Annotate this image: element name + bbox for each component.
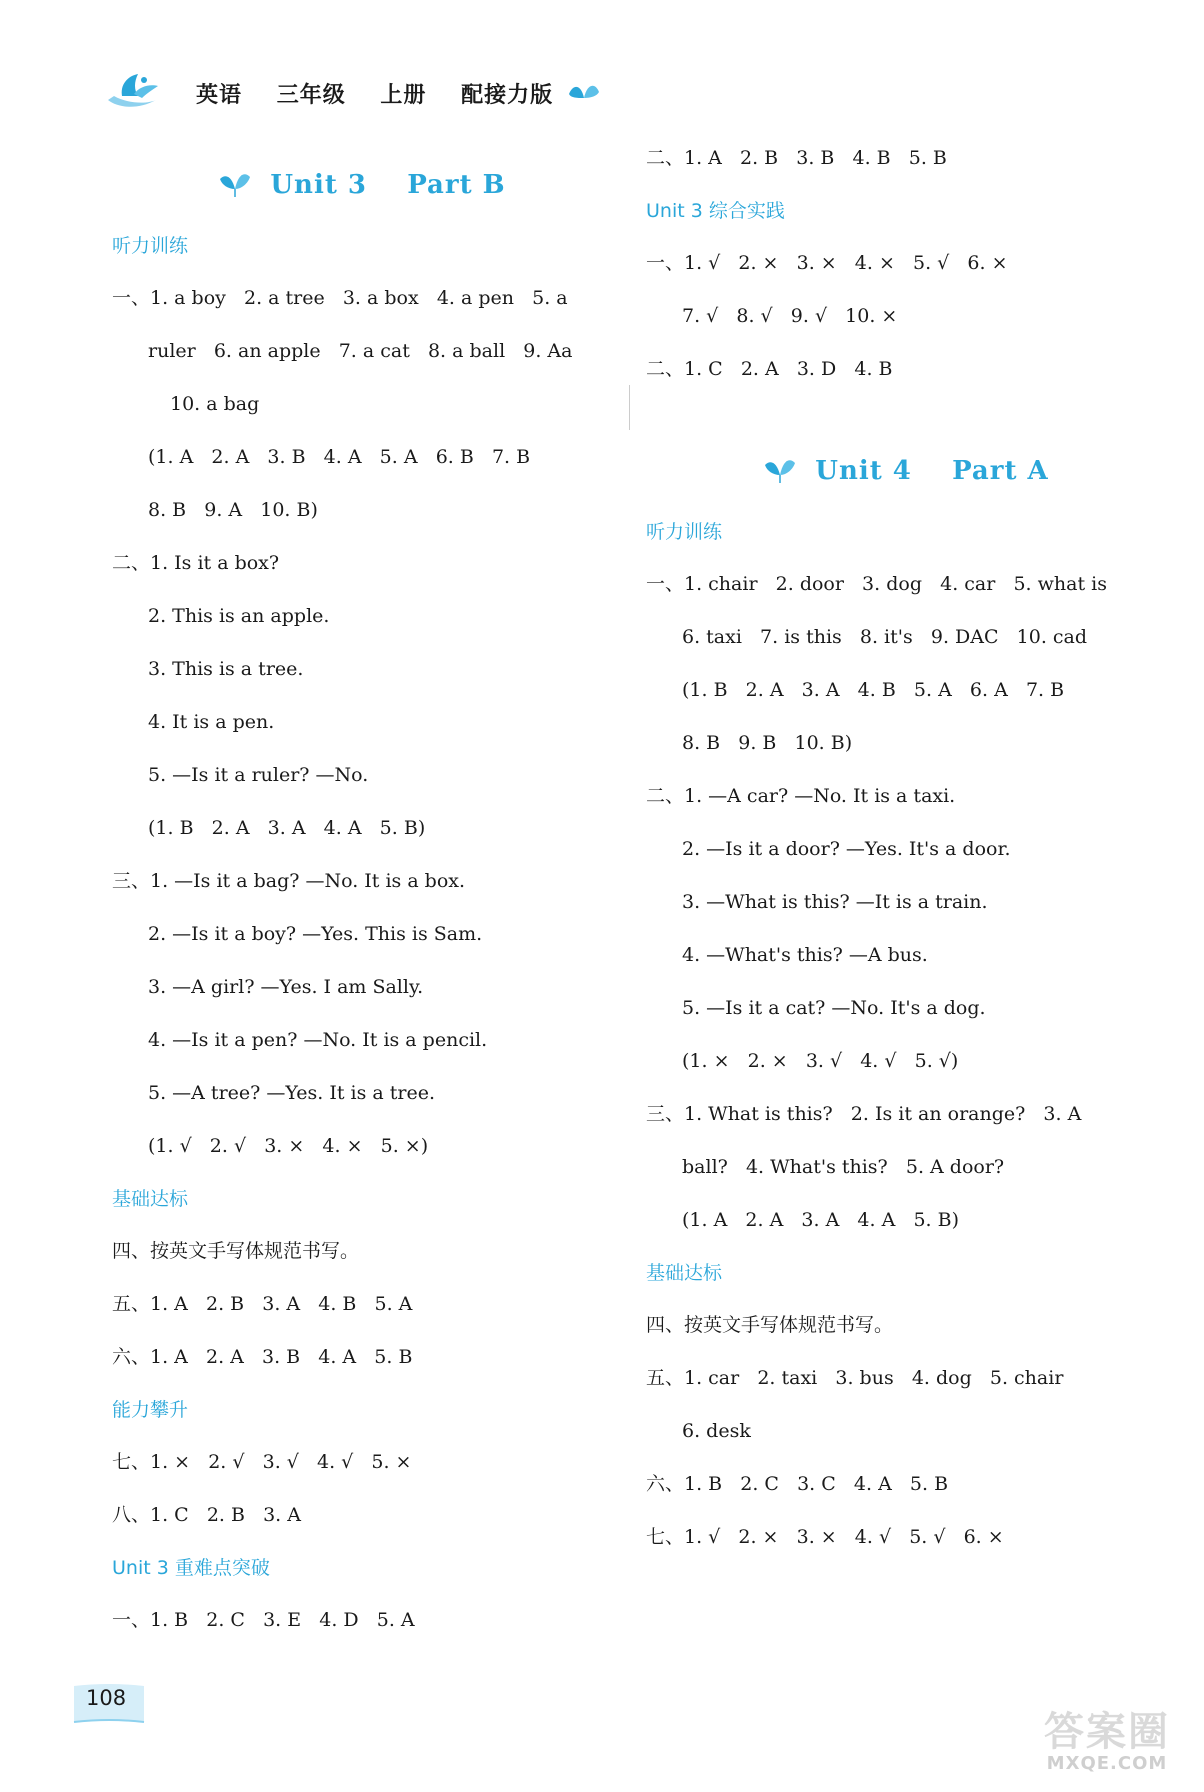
answer-line: 7. √ 8. √ 9. √ 10. × [682,305,898,327]
answer-line: 一、1. B 2. C 3. E 4. D 5. A [112,1609,415,1631]
answer-line: 六、1. A 2. A 3. B 4. A 5. B [112,1346,413,1368]
answer-line: 三、1. What is this? 2. Is it an orange? 3. A [646,1103,1082,1125]
answer-line: (1. A 2. A 3. B 4. A 5. A 6. B 7. B [148,446,531,468]
section-label-ability: 能力攀升 [112,1399,189,1421]
page-number: 108 [86,1686,127,1710]
answer-line: 5. —Is it a ruler? —No. [148,764,369,786]
answer-line: 七、1. √ 2. × 3. × 4. √ 5. √ 6. × [646,1526,1004,1548]
section-label-basic: 基础达标 [112,1188,189,1210]
answer-line: ball? 4. What's this? 5. A door? [682,1156,1005,1178]
section-label-listening: 听力训练 [112,235,189,257]
section-label-practice: Unit 3 综合实践 [646,200,785,222]
answer-line: 五、1. car 2. taxi 3. bus 4. dog 5. chair [646,1367,1064,1389]
unit-title [646,436,1166,506]
bird-logo-icon [104,70,164,114]
answer-line: 6. desk [682,1420,751,1442]
answer-line: 三、1. —Is it a bag? —No. It is a box. [112,870,466,892]
leaf-icon [218,171,252,199]
answer-line: 4. —Is it a pen? —No. It is a pencil. [148,1029,488,1051]
unit-title-text: Unit 4 Part A [815,456,1049,486]
answer-line: (1. B 2. A 3. A 4. A 5. B) [148,817,426,839]
header-grade: 三年级 [276,82,346,108]
answer-line: 一、1. chair 2. door 3. dog 4. car 5. what is [646,573,1107,595]
page-header [118,68,601,118]
answer-line: 3. —What is this? —It is a train. [682,891,988,913]
answer-line: 一、1. √ 2. × 3. × 4. × 5. √ 6. × [646,252,1008,274]
answer-line: 8. B 9. A 10. B) [148,499,318,521]
watermark [1032,1710,1182,1774]
answer-line: 四、按英文手写体规范书写。 [112,1240,360,1262]
answer-line: 5. —Is it a cat? —No. It's a dog. [682,997,986,1019]
answer-line: 七、1. × 2. √ 3. √ 4. √ 5. × [112,1451,412,1473]
answer-line: 3. This is a tree. [148,658,304,680]
answer-line: 3. —A girl? —Yes. I am Sally. [148,976,424,998]
section-label-basic: 基础达标 [646,1262,723,1284]
answer-line: 4. —What's this? —A bus. [682,944,928,966]
unit-title [112,150,612,220]
answer-line: 4. It is a pen. [148,711,275,733]
section-label-key-points: Unit 3 重难点突破 [112,1557,270,1579]
answer-line: 四、按英文手写体规范书写。 [646,1314,894,1336]
column-divider [629,385,630,430]
answer-line: 八、1. C 2. B 3. A [112,1504,301,1526]
left-column [112,150,612,1647]
answer-line: 2. This is an apple. [148,605,330,627]
unit-title-text: Unit 3 Part B [270,170,506,200]
answer-line: 二、1. —A car? —No. It is a taxi. [646,785,956,807]
answer-line: (1. √ 2. √ 3. × 4. × 5. ×) [148,1135,429,1157]
answer-line: 二、1. C 2. A 3. D 4. B [646,358,893,380]
right-column [646,132,1166,1564]
answer-line: 二、1. A 2. B 3. B 4. B 5. B [646,147,947,169]
watermark-sub: MXQE.COM [1046,1753,1168,1774]
answer-line: (1. B 2. A 3. A 4. B 5. A 6. A 7. B [682,679,1065,701]
answer-line: 五、1. A 2. B 3. A 4. B 5. A [112,1293,413,1315]
header-edition: 配接力版 [461,82,554,108]
answer-line: 6. taxi 7. is this 8. it's 9. DAC 10. cad [682,626,1088,648]
answer-line: (1. A 2. A 3. A 4. A 5. B) [682,1209,959,1231]
answer-line: 10. a bag [170,393,260,415]
header-title [196,78,563,109]
section-label-listening: 听力训练 [646,521,723,543]
leaf-icon [763,457,797,485]
answer-line: 2. —Is it a boy? —Yes. This is Sam. [148,923,483,945]
leaf-ornament-icon [567,82,601,104]
header-volume: 上册 [380,82,427,108]
answer-line: ruler 6. an apple 7. a cat 8. a ball 9. Aa [148,340,573,362]
answer-line: 一、1. a boy 2. a tree 3. a box 4. a pen 5. a [112,287,568,309]
answer-line: (1. × 2. × 3. √ 4. √ 5. √) [682,1050,959,1072]
answer-line: 二、1. Is it a box? [112,552,280,574]
answer-line: 5. —A tree? —Yes. It is a tree. [148,1082,435,1104]
answer-line: 8. B 9. B 10. B) [682,732,853,754]
answer-line: 六、1. B 2. C 3. C 4. A 5. B [646,1473,949,1495]
header-subject: 英语 [196,82,243,108]
answer-line: 2. —Is it a door? —Yes. It's a door. [682,838,1011,860]
watermark-main: 答案圈 [1044,1709,1170,1755]
